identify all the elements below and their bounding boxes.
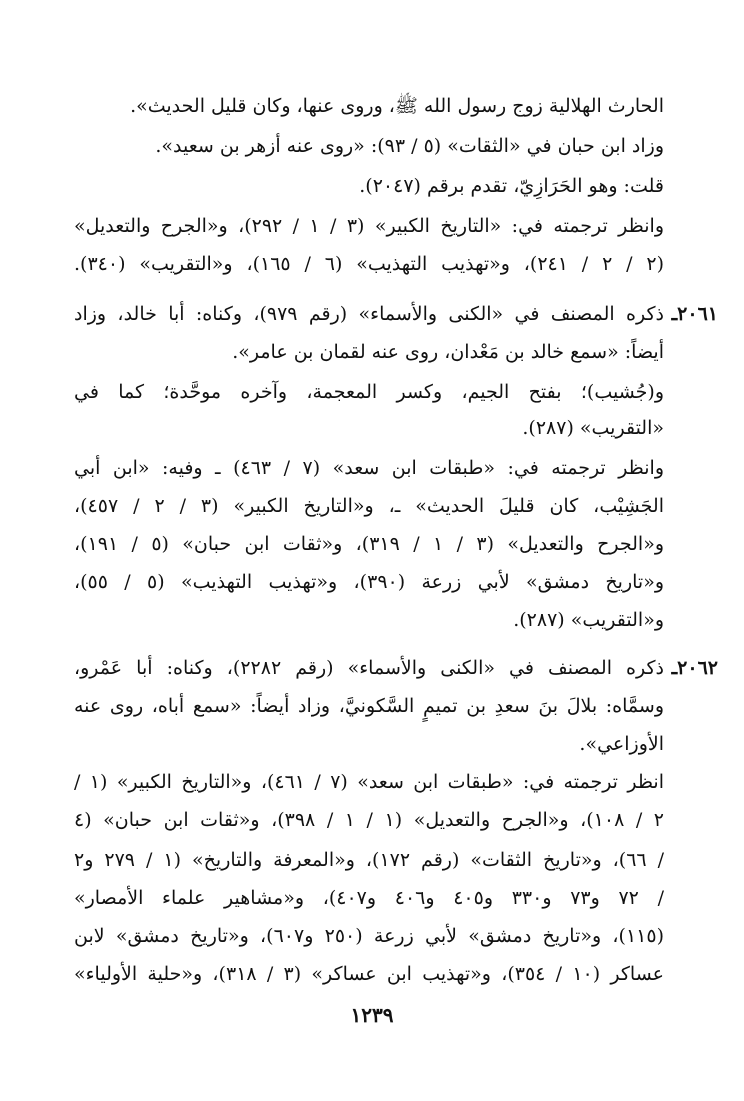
text-line: قلت: وهو الحَرَازِيّ، تقدم برقم (٢٠٤٧). <box>359 175 664 197</box>
text-line: الجَشِيْب، كان قليلَ الحديث» ـ، و«التاريخ الكبير» (٣ / ٢ / ٤٥٧)، <box>74 495 664 517</box>
text-line: و«التقريب» (٢٨٧). <box>513 609 664 631</box>
text-line: الأوزاعي». <box>579 733 664 755</box>
text-line: (٢ / ٢ / ٢٤١)، و«تهذيب التهذيب» (٦ / ١٦٥)، و«التقريب» (٣٤٠). <box>74 253 664 275</box>
text-line: / ٧٢ و٧٣ و٣٣٠ و٤٠٥ و٤٠٦ و٤٠٧)، و«مشاهير علماء الأمصار» <box>74 887 664 909</box>
entry-number: ٢٠٦٢ـ <box>671 657 718 679</box>
text-line: و(جُشيب)؛ بفتح الجيم، وكسر المعجمة، وآخره موحَّدة؛ كما في <box>74 381 664 403</box>
text-line: وزاد ابن حبان في «الثقات» (٥ / ٩٣): «روى عنه أزهر بن سعيد». <box>155 135 664 157</box>
text-line: وانظر ترجمته في: «التاريخ الكبير» (٣ / ١ / ٢٩٢)، و«الجرح والتعديل» <box>74 215 664 237</box>
text-line: «التقريب» (٢٨٧). <box>522 417 664 439</box>
text-line: ذكره المصنف في «الكنى والأسماء» (رقم ٩٧٩)، وكناه: أبا خالد، وزاد <box>74 303 664 325</box>
text-line: ٢ / ١٠٨)، و«الجرح والتعديل» (١ / ١ / ٣٩٨)، و«ثقات ابن حبان» (٤ <box>74 809 664 831</box>
text-line: انظر ترجمته في: «طبقات ابن سعد» (٧ / ٤٦١)، و«التاريخ الكبير» (١ / <box>74 771 664 793</box>
text-line: (١١٥)، و«تاريخ دمشق» لأبي زرعة (٢٥٠ و٦٠٧)، و«تاريخ دمشق» لابن <box>74 925 664 947</box>
text-line: و«تاريخ دمشق» لأبي زرعة (٣٩٠)، و«تهذيب التهذيب» (٥ / ٥٥)، <box>74 571 664 593</box>
text-line: عساكر (١٠ / ٣٥٤)، و«تهذيب ابن عساكر» (٣ / ٣١٨)، و«حلية الأولياء» <box>74 963 664 985</box>
text-line: / ٦٦)، و«تاريخ الثقات» (رقم ١٧٢)، و«المعرفة والتاريخ» (١ / ٢٧٩ و٢ <box>74 849 664 871</box>
text-line: وسمَّاه: بلالَ بنَ سعدِ بن تميمٍ السَّكونيَّ، وزاد أيضاً: «سمع أباه، روى عنه <box>74 695 664 717</box>
text-line: الحارث الهلالية زوج رسول الله ﷺ، وروى عنها، وكان قليل الحديث». <box>130 95 664 117</box>
text-line: ذكره المصنف في «الكنى والأسماء» (رقم ٢٢٨٢)، وكناه: أبا عَمْرو، <box>74 657 664 679</box>
text-line: و«الجرح والتعديل» (٣ / ١ / ٣١٩)، و«ثقات ابن حبان» (٥ / ١٩١)، <box>74 533 664 555</box>
page-number: ١٢٣٩ <box>350 1003 394 1027</box>
text-line: وانظر ترجمته في: «طبقات ابن سعد» (٧ / ٤٦٣) ـ وفيه: «ابن أبي <box>74 457 664 479</box>
text-line: أيضاً: «سمع خالد بن مَعْدان، روى عنه لقمان بن عامر». <box>232 341 664 363</box>
entry-number: ٢٠٦١ـ <box>671 303 718 325</box>
